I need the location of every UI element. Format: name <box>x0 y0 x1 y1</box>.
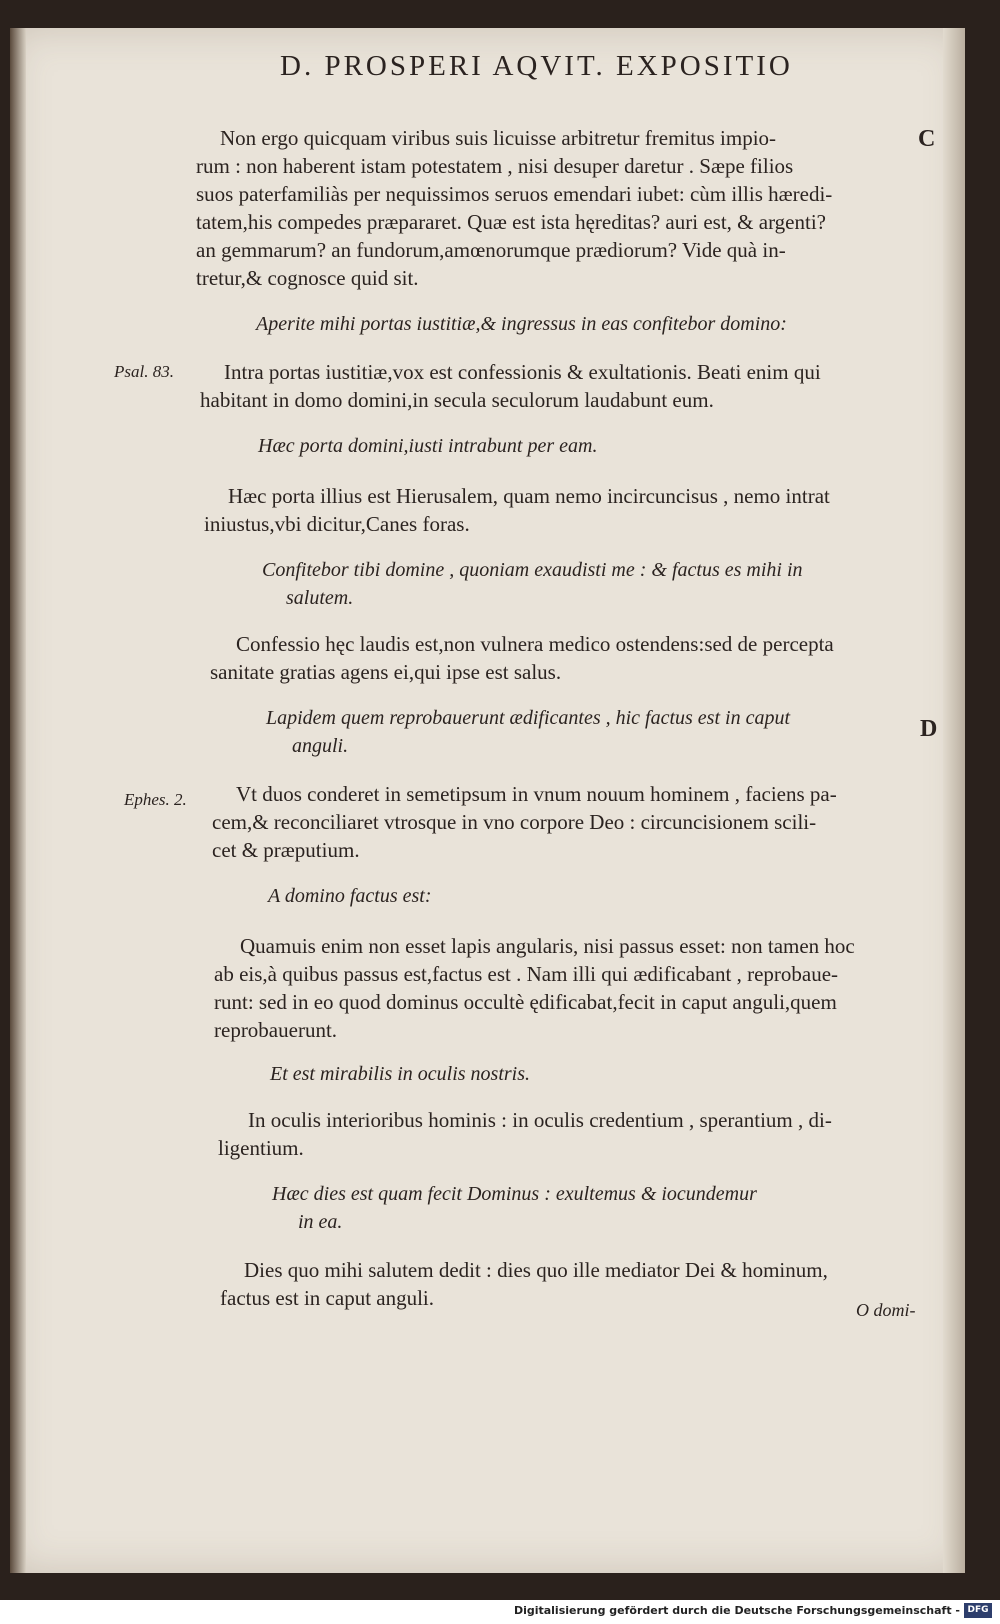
running-header: D. PROSPERI AQVIT. EXPOSITIO <box>280 50 793 82</box>
footer-credit: Digitalisierung gefördert durch die Deutsche Forschungsgemeinschaft - <box>513 1604 960 1617</box>
text-line: an gemmarum? an fundorum,amœnorumque prædiorum? Vide quà in- <box>196 238 786 262</box>
verse-line: Aperite mihi portas iustitiæ,& ingressus in eas confitebor domino: <box>256 313 787 335</box>
page-fore-edge <box>943 28 965 1573</box>
text-line: Hæc porta illius est Hierusalem, quam nemo incircuncisus , nemo intrat <box>228 484 830 508</box>
signature-mark-c: C <box>918 126 936 152</box>
text-line: ab eis,à quibus passus est,factus est . Nam illi qui ædificabant , reprobaue- <box>214 962 839 986</box>
verse-line: in ea. <box>298 1211 343 1233</box>
text-line: iniustus,vbi dicitur,Canes foras. <box>204 512 470 536</box>
verse-line: salutem. <box>286 587 354 609</box>
text-line: sanitate gratias agens ei,qui ipse est salus. <box>210 660 562 684</box>
text-line: tretur,& cognosce quid sit. <box>196 266 419 290</box>
verse-line: Confitebor tibi domine , quoniam exaudisti me : & factus es mihi in <box>262 559 803 581</box>
dfg-logo: DFG <box>964 1603 992 1618</box>
text-line: factus est in caput anguli. <box>220 1286 435 1310</box>
text-line: rum : non haberent istam potestatem , nisi desuper daretur . Sæpe filios <box>196 154 794 178</box>
text-line: Intra portas iustitiæ,vox est confessionis & exultationis. Beati enim qui <box>224 360 821 384</box>
text-line: tatem,his compedes præpararet. Quæ est ista hęreditas? auri est, & argenti? <box>196 210 826 234</box>
digitization-footer <box>0 1600 1000 1624</box>
margin-note: Ephes. 2. <box>124 790 187 809</box>
text-line: Vt duos conderet in semetipsum in vnum nouum hominem , faciens pa- <box>236 782 837 806</box>
verse-line: Hæc dies est quam fecit Dominus : exultemus & iocundemur <box>272 1183 757 1205</box>
signature-mark-d: D <box>920 716 938 742</box>
text-line: habitant in domo domini,in secula seculorum laudabunt eum. <box>200 388 714 412</box>
margin-note: Psal. 83. <box>114 362 174 381</box>
text-line: cem,& reconciliaret vtrosque in vno corpore Deo : circuncisionem scili- <box>212 810 817 834</box>
text-line: runt: sed in eo quod dominus occultè ędificabat,fecit in caput anguli,quem <box>214 990 837 1014</box>
text-line: Dies quo mihi salutem dedit : dies quo ille mediator Dei & hominum, <box>244 1258 828 1282</box>
verse-line: Lapidem quem reprobauerunt ædificantes , hic factus est in caput <box>266 707 791 729</box>
page-gutter <box>10 28 26 1573</box>
text-line: suos paterfamiliàs per nequissimos seruos emendari iubet: cùm illis hæredi- <box>196 182 833 206</box>
text-line: In oculis interioribus hominis : in oculis credentium , sperantium , di- <box>248 1108 832 1132</box>
text-line: Confessio hęc laudis est,non vulnera medico ostendens:sed de percepta <box>236 632 834 656</box>
text-line: reprobauerunt. <box>214 1018 338 1042</box>
text-line: ligentium. <box>218 1136 304 1160</box>
verse-line: A domino factus est: <box>268 885 432 907</box>
text-line: cet & præputium. <box>212 838 360 862</box>
catchword: O domi- <box>856 1300 916 1320</box>
verse-line: Hæc porta domini,iusti intrabunt per eam. <box>258 435 598 457</box>
text-line: Quamuis enim non esset lapis angularis, nisi passus esset: non tamen hoc <box>240 934 855 958</box>
verse-line: Et est mirabilis in oculis nostris. <box>270 1063 531 1085</box>
verse-line: anguli. <box>292 735 349 757</box>
text-line: Non ergo quicquam viribus suis licuisse arbitretur fremitus impio- <box>220 126 777 150</box>
